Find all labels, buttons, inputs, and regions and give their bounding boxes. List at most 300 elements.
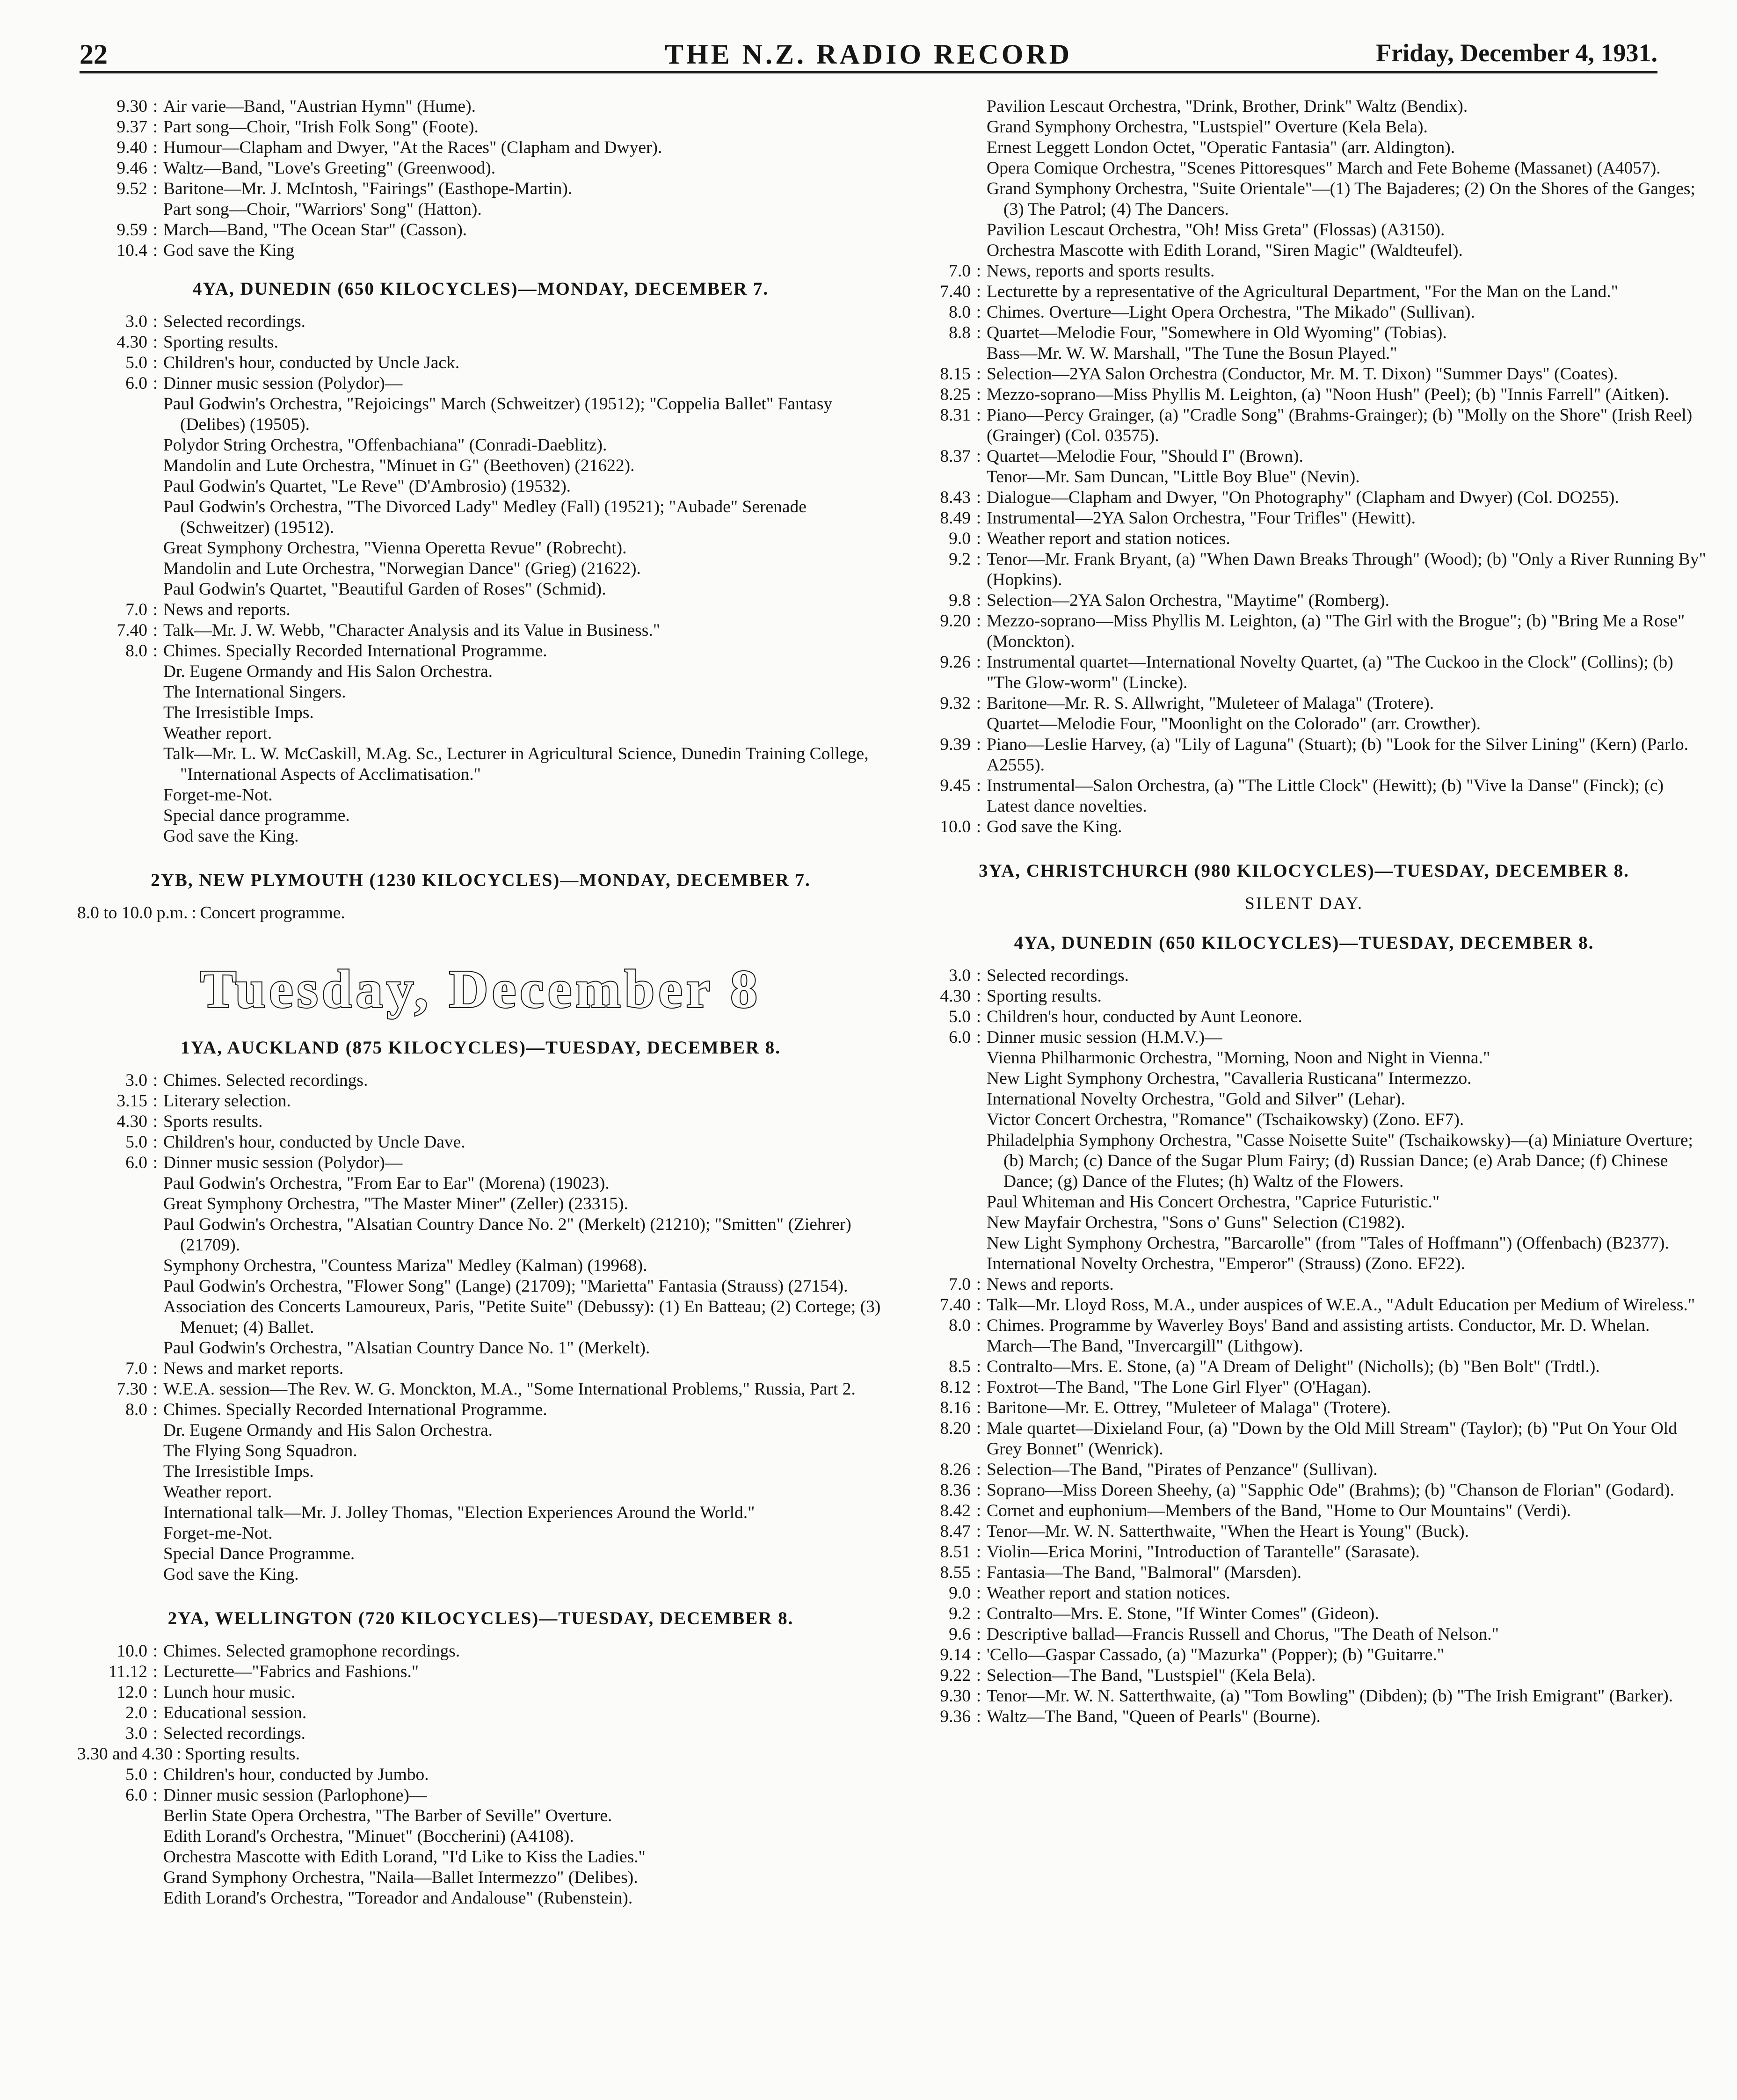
entry-subitem: Association des Concerts Lamoureux, Paris, "Petite Suite" (Debussy): (1) En Batteau; (2) Cortege; (3) Menuet; (4) Ballet. [163, 1297, 881, 1337]
entry-body [163, 1703, 884, 1723]
entry-time: 7.30 [116, 1380, 147, 1399]
entry-subitem: Paul Whiteman and His Concert Orchestra, "Caprice Futuristic." [987, 1192, 1440, 1212]
schedule-entry [77, 96, 884, 117]
issue-date: Friday, December 4, 1931. [1376, 39, 1657, 67]
entry-body [163, 117, 884, 138]
station-heading-3ya-tuesday: 3YA, CHRISTCHURCH (980 KILOCYCLES)—TUESDAY, DECEMBER 8. [979, 861, 1629, 881]
entry-text: Mezzo-soprano—Miss Phyllis M. Leighton, (a) "Noon Hush" (Peel); (b) "Innis Farrell" (Aitken). [987, 385, 1669, 404]
entry-body [163, 220, 884, 240]
entry-text: Foxtrot—The Band, "The Lone Girl Flyer" (O'Hagan). [987, 1378, 1372, 1397]
entry-body [163, 1070, 884, 1091]
schedule-entry [901, 1460, 1708, 1480]
schedule-entry [901, 1357, 1708, 1377]
continuation-line: Pavilion Lescaut Orchestra, "Oh! Miss Greta" (Flossas) (A3150). [987, 220, 1445, 240]
schedule-entry [901, 1583, 1708, 1604]
entry-subitem: March—The Band, "Invercargill" (Lithgow). [987, 1337, 1303, 1356]
entry-subitem: Part song—Choir, "Warriors' Song" (Hatton). [163, 200, 482, 219]
entry-body [987, 364, 1708, 385]
schedule-entry [901, 1686, 1708, 1707]
entry-subitem: Paul Godwin's Orchestra, "From Ear to Ear" (Morena) (19023). [163, 1174, 610, 1193]
entry-time: 9.0 [949, 1584, 971, 1603]
entry-time: 8.47 [940, 1522, 971, 1541]
entry-text: Selected recordings. [987, 966, 1129, 985]
schedule-entry [901, 1707, 1708, 1727]
schedule-entry [77, 1682, 884, 1703]
schedule-entry [77, 1091, 884, 1112]
entry-subitem: International Novelty Orchestra, "Emperor" (Strauss) (Zono. EF22). [987, 1254, 1466, 1273]
entry-text: Baritone—Mr. R. S. Allwright, "Muleteer of Malaga" (Trotere). [987, 694, 1434, 713]
entry-subitem: Dr. Eugene Ormandy and His Salon Orchestra. [163, 1421, 493, 1440]
entry-body [987, 1521, 1708, 1542]
entry-time: 9.37 [116, 117, 147, 137]
entry-body [163, 240, 884, 261]
entry-body [987, 1604, 1708, 1624]
entry-body [987, 966, 1708, 986]
entry-time: 3.0 [125, 312, 147, 331]
entry-body [163, 1379, 884, 1400]
time-separator: : [976, 385, 981, 404]
entry-text: Chimes. Specially Recorded International Programme. [163, 641, 547, 661]
entry-text: Quartet—Melodie Four, "Should I" (Brown). [987, 447, 1303, 466]
entry-text: Fantasia—The Band, "Balmoral" (Marsden). [987, 1563, 1302, 1582]
entry-text: Weather report and station notices. [987, 529, 1230, 548]
time-separator: : [153, 97, 158, 116]
entry-body [163, 312, 884, 332]
entry-time: 5.0 [125, 353, 147, 372]
time-separator: : [153, 1071, 158, 1090]
entry-time: 2.0 [125, 1703, 147, 1722]
time-separator: : [153, 1786, 158, 1805]
entry-time: 4.30 [116, 333, 147, 352]
entry-subitem: Grand Symphony Orchestra, "Naila—Ballet Intermezzo" (Delibes). [163, 1868, 638, 1887]
entry-time: 8.36 [940, 1481, 971, 1500]
entry-text: Chimes. Selected recordings. [163, 1071, 368, 1090]
entry-time: 7.0 [949, 262, 971, 281]
schedule-entry [901, 446, 1708, 487]
entry-text: Violin—Erica Morini, "Introduction of Tarantelle" (Sarasate). [987, 1542, 1420, 1562]
entry-body [987, 1007, 1708, 1027]
schedule-entry [901, 1027, 1708, 1274]
entry-text: Selection—2YA Salon Orchestra, "Maytime" (Romberg). [987, 591, 1390, 610]
entry-text: Selection—The Band, "Lustspiel" (Kela Bela). [987, 1666, 1316, 1685]
station-heading-2yb-monday: 2YB, NEW PLYMOUTH (1230 KILOCYCLES)—MONDAY, DECEMBER 7. [151, 870, 811, 890]
entry-subitem: New Light Symphony Orchestra, "Cavalleria Rusticana" Intermezzo. [987, 1069, 1472, 1088]
entry-time: 8.5 [949, 1357, 971, 1376]
entry-body [987, 1583, 1708, 1604]
entry-body [987, 652, 1708, 693]
entry-time: 4.30 [940, 987, 971, 1006]
continuation-line: Grand Symphony Orchestra, "Lustspiel" Overture (Kela Bela). [987, 117, 1428, 137]
entry-text: Chimes. Specially Recorded International Programme. [163, 1400, 547, 1419]
schedule-entry [77, 353, 884, 373]
time-separator: : [153, 600, 158, 619]
entry-text: Chimes. Selected gramophone recordings. [163, 1642, 460, 1661]
schedule-entry [901, 693, 1708, 734]
entry-text: News and reports. [987, 1275, 1114, 1294]
entry-text: Chimes. Overture—Light Opera Orchestra, "The Mikado" (Sullivan). [987, 303, 1475, 322]
entry-subitem: Weather report. [163, 1482, 272, 1502]
time-separator: : [976, 817, 981, 836]
entry-time: 8.0 [949, 303, 971, 322]
schedule-entry [77, 1703, 884, 1723]
schedule-entry [901, 508, 1708, 529]
entry-body [987, 1480, 1708, 1501]
entry-time: 8.0 [125, 1400, 147, 1419]
entry-text: Concert programme. [200, 903, 345, 923]
time-separator: : [153, 1359, 158, 1378]
entry-text: Instrumental—Salon Orchestra, (a) "The Little Clock" (Hewitt); (b) "Vive la Danse" (Finck); (c) Latest dance novelties. [987, 776, 1664, 816]
schedule-entry [77, 620, 884, 641]
entry-text: Quartet—Melodie Four, "Somewhere in Old Wyoming" (Tobias). [987, 323, 1447, 342]
entry-time: 8.26 [940, 1460, 971, 1479]
schedule-entry [901, 282, 1708, 302]
entry-body [987, 1686, 1708, 1707]
schedule-entry [77, 600, 884, 620]
entry-body [987, 529, 1708, 549]
entry-body [987, 1707, 1708, 1727]
time-separator: : [976, 550, 981, 569]
time-separator: : [976, 303, 981, 322]
time-separator: : [976, 1542, 981, 1562]
entry-time: 8.25 [940, 385, 971, 404]
entry-body [987, 261, 1708, 282]
programme-continuation [77, 96, 884, 261]
entry-text: Part song—Choir, "Irish Folk Song" (Foote). [163, 117, 479, 137]
entry-text: Lecturette by a representative of the Agricultural Department, "For the Man on the Land." [987, 282, 1618, 301]
entry-subitem: Great Symphony Orchestra, "The Master Miner" (Zeller) (23315). [163, 1194, 628, 1213]
time-separator: : [976, 987, 981, 1006]
entry-body [163, 1359, 884, 1379]
time-separator: : [153, 220, 158, 240]
entry-text: God save the King [163, 241, 295, 260]
time-separator: : [153, 621, 158, 640]
entry-text: Dinner music session (H.M.V.)— [987, 1028, 1222, 1047]
entry-time: 3.0 [125, 1724, 147, 1743]
time-separator: : [976, 653, 981, 672]
entry-time: 8.42 [940, 1501, 971, 1520]
entry-body [987, 1357, 1708, 1377]
entry-body [987, 487, 1708, 508]
entry-time: 9.52 [116, 179, 147, 198]
time-separator: : [976, 776, 981, 795]
entry-subitem: God save the King. [163, 827, 299, 846]
entry-time: 6.0 [125, 1786, 147, 1805]
dinner-music-continuation [901, 96, 1708, 261]
schedule-entry [901, 1521, 1708, 1542]
time-separator: : [976, 1666, 981, 1685]
entry-subitem: The Irresistible Imps. [163, 1462, 314, 1481]
entry-text: Male quartet—Dixieland Four, (a) "Down by the Old Mill Stream" (Taylor); (b) "Put On Your Old Grey Bonnet" (Wenrick). [987, 1419, 1677, 1459]
entry-time: 9.36 [940, 1707, 971, 1726]
time-separator: : [976, 364, 981, 384]
schedule-entry [901, 261, 1708, 282]
time-separator: : [976, 966, 981, 985]
schedule-entry [901, 405, 1708, 446]
entry-body [987, 323, 1708, 364]
entry-time: 9.2 [949, 1604, 971, 1623]
entry-subitem: Mandolin and Lute Orchestra, "Minuet in G" (Beethoven) (21622). [163, 456, 635, 475]
station-schedule-2ya-tuesday-evening [901, 261, 1708, 837]
time-separator: : [153, 374, 158, 393]
entry-time: 3.30 and 4.30 [77, 1744, 173, 1764]
continuation-line: Opera Comique Orchestra, "Scenes Pittoresques" March and Fete Boheme (Massanet) (A4057). [987, 159, 1661, 178]
schedule-entry [901, 302, 1708, 323]
entry-time: 8.51 [940, 1542, 971, 1562]
time-separator: : [976, 1563, 981, 1582]
entry-body [987, 1665, 1708, 1686]
entry-text: News and reports. [163, 600, 291, 619]
entry-text: News and market reports. [163, 1359, 344, 1378]
entry-body [163, 1112, 884, 1132]
time-separator: : [976, 735, 981, 754]
time-separator: : [976, 1316, 981, 1335]
entry-text: Literary selection. [163, 1091, 291, 1111]
schedule-entry [77, 158, 884, 179]
entry-subitem: Paul Godwin's Orchestra, "Rejoicings" March (Schweitzer) (19512); "Coppelia Ballet" Fantasy (Delibes) (19505). [163, 394, 833, 434]
entry-text: Contralto—Mrs. E. Stone, "If Winter Comes" (Gideon). [987, 1604, 1379, 1623]
time-separator: : [976, 591, 981, 610]
schedule-entry [77, 1400, 884, 1585]
entry-body [163, 96, 884, 117]
time-separator: : [976, 1398, 981, 1417]
entry-body [163, 1785, 884, 1909]
entry-text: Children's hour, conducted by Uncle Dave. [163, 1133, 465, 1152]
schedule-entry [77, 373, 884, 600]
schedule-entry [901, 817, 1708, 837]
entry-time: 7.40 [940, 1295, 971, 1315]
entry-body [163, 1723, 884, 1744]
entry-time: 9.32 [940, 694, 971, 713]
entry-text: Waltz—Band, "Love's Greeting" (Greenwood). [163, 159, 496, 178]
time-separator: : [976, 509, 981, 528]
schedule-entry [901, 364, 1708, 385]
entry-time: 9.2 [949, 550, 971, 569]
schedule-entry [77, 641, 884, 847]
entry-subitem: Special Dance Programme. [163, 1544, 355, 1563]
time-separator: : [153, 312, 158, 331]
time-separator: : [976, 1007, 981, 1026]
entry-text: Tenor—Mr. Frank Bryant, (a) "When Dawn Breaks Through" (Wood); (b) "Only a River Running By" (Hopkins). [987, 550, 1706, 589]
entry-time: 9.59 [116, 220, 147, 240]
schedule-entry [77, 1070, 884, 1091]
entry-time: 9.30 [940, 1686, 971, 1706]
time-separator: : [153, 1400, 158, 1419]
time-separator: : [153, 159, 158, 178]
schedule-entry [901, 487, 1708, 508]
entry-text: Mezzo-soprano—Miss Phyllis M. Leighton, (a) "The Girl with the Brogue"; (b) "Bring Me a Rose" (Monckton). [987, 611, 1685, 651]
entry-subitem: New Light Symphony Orchestra, "Barcarolle" (from "Tales of Hoffmann") (Offenbach) (B2377). [987, 1234, 1669, 1253]
schedule-entry [77, 220, 884, 240]
time-separator: : [976, 1295, 981, 1315]
time-separator: : [153, 1724, 158, 1743]
time-separator: : [976, 262, 981, 281]
schedule-entry [77, 117, 884, 138]
station-schedule-2ya-tuesday [77, 1641, 884, 1909]
schedule-entry [77, 1641, 884, 1662]
schedule-entry [901, 323, 1708, 364]
time-separator: : [976, 1645, 981, 1664]
page-number: 22 [80, 39, 108, 70]
entry-time: 10.0 [940, 817, 971, 836]
schedule-entry [901, 1315, 1708, 1357]
time-separator: : [153, 1091, 158, 1111]
entry-time: 9.8 [949, 591, 971, 610]
entry-subitem: Edith Lorand's Orchestra, "Toreador and Andalouse" (Rubenstein). [163, 1889, 633, 1908]
entry-subitem: Bass—Mr. W. W. Marshall, "The Tune the Bosun Played." [987, 344, 1397, 363]
entry-time: 6.0 [949, 1028, 971, 1047]
right-column [901, 96, 1708, 1727]
entry-body [987, 1315, 1708, 1357]
schedule-entry [77, 1744, 884, 1765]
entry-text: Instrumental—2YA Salon Orchestra, "Four Trifles" (Hewitt). [987, 509, 1416, 528]
entry-subitem: Edith Lorand's Orchestra, "Minuet" (Boccherini) (A4108). [163, 1827, 574, 1846]
entry-time: 9.0 [949, 529, 971, 548]
entry-text: Sports results. [163, 1112, 263, 1131]
entry-time: 9.30 [116, 97, 147, 116]
entry-text: Soprano—Miss Doreen Sheehy, (a) "Sapphic Ode" (Brahms); (b) "Chanson de Florian" (Godard). [987, 1481, 1674, 1500]
schedule-entry [901, 1624, 1708, 1645]
entry-subitem: Paul Godwin's Orchestra, "The Divorced Lady" Medley (Fall) (19521); "Aubade" Serenade (Schweitzer) (19512). [163, 497, 807, 537]
time-separator: : [153, 1765, 158, 1784]
entry-body [163, 1682, 884, 1703]
entry-time: 9.46 [116, 159, 147, 178]
entry-body [163, 1132, 884, 1153]
station-heading-4ya-monday: 4YA, DUNEDIN (650 KILOCYCLES)—MONDAY, DECEMBER 7. [192, 279, 769, 299]
entry-body [163, 1091, 884, 1112]
schedule-entry [901, 529, 1708, 549]
schedule-entry [901, 966, 1708, 986]
schedule-entry [901, 1604, 1708, 1624]
time-separator: : [153, 1683, 158, 1702]
entry-subitem: Talk—Mr. L. W. McCaskill, M.Ag. Sc., Lecturer in Agricultural Science, Dunedin Training College, "International Aspects of Acclimatisation." [163, 744, 869, 784]
entry-time: 8.15 [940, 364, 971, 384]
time-separator: : [153, 138, 158, 157]
entry-body [987, 611, 1708, 652]
entry-subitem: Paul Godwin's Orchestra, "Flower Song" (Lange) (21709); "Marietta" Fantasia (Strauss) (27154). [163, 1277, 848, 1296]
entry-text: Lunch hour music. [163, 1683, 296, 1702]
entry-body [987, 817, 1708, 837]
time-separator: : [153, 641, 158, 661]
entry-text: Dinner music session (Polydor)— [163, 374, 403, 393]
entry-body [987, 302, 1708, 323]
schedule-entry [901, 549, 1708, 590]
entry-subitem: God save the King. [163, 1565, 299, 1584]
schedule-entry [77, 1662, 884, 1682]
time-separator: : [976, 1275, 981, 1294]
schedule-entry [901, 1542, 1708, 1562]
entry-text: March—Band, "The Ocean Star" (Casson). [163, 220, 467, 240]
entry-text: Baritone—Mr. J. McIntosh, "Fairings" (Easthope-Martin). [163, 179, 573, 198]
entry-time: 7.0 [125, 1359, 147, 1378]
time-separator: : [976, 488, 981, 507]
entry-body [163, 1662, 884, 1682]
entry-text: Cornet and euphonium—Members of the Band, "Home to Our Mountains" (Verdi). [987, 1501, 1571, 1520]
entry-time: 3.0 [949, 966, 971, 985]
continuation-line: Pavilion Lescaut Orchestra, "Drink, Brother, Drink" Waltz (Bendix). [987, 97, 1468, 116]
entry-text: Dinner music session (Parlophone)— [163, 1786, 427, 1805]
schedule-entry [901, 986, 1708, 1007]
time-separator: : [976, 1584, 981, 1603]
entry-time: 9.20 [940, 611, 971, 631]
entry-subitem: New Mayfair Orchestra, "Sons o' Guns" Selection (C1982). [987, 1213, 1405, 1232]
schedule-entry [901, 1295, 1708, 1315]
entry-body [163, 1641, 884, 1662]
entry-time: 12.0 [116, 1683, 147, 1702]
entry-body [987, 282, 1708, 302]
entry-text: Selected recordings. [163, 1724, 306, 1743]
entry-time: 11.12 [109, 1662, 147, 1681]
entry-text: God save the King. [987, 817, 1122, 836]
entry-text: Sporting results. [987, 987, 1102, 1006]
continuation-line: Orchestra Mascotte with Edith Lorand, "Siren Magic" (Waldteufel). [987, 241, 1463, 260]
schedule-entry [901, 1418, 1708, 1460]
schedule-entry [77, 1153, 884, 1359]
time-separator: : [153, 1133, 158, 1152]
entry-body [185, 1744, 884, 1765]
page-header [80, 38, 1657, 73]
entry-time: 9.45 [940, 776, 971, 795]
entry-subitem: Dr. Eugene Ormandy and His Salon Orchestra. [163, 662, 493, 681]
schedule-entry [77, 1723, 884, 1744]
entry-time: 9.39 [940, 735, 971, 754]
entry-time: 5.0 [125, 1133, 147, 1152]
entry-text: Air varie—Band, "Austrian Hymn" (Hume). [163, 97, 476, 116]
entry-body [987, 1562, 1708, 1583]
entry-time: 8.8 [949, 323, 971, 342]
schedule-entry [77, 179, 884, 220]
entry-subitem: The Flying Song Squadron. [163, 1441, 357, 1461]
entry-text: Talk—Mr. Lloyd Ross, M.A., under auspices of W.E.A., "Adult Education per Medium of Wireless." [987, 1295, 1695, 1315]
entry-text: Instrumental quartet—International Novelty Quartet, (a) "The Cuckoo in the Clock" (Collins); (b) "The Glow-worm" (Lincke). [987, 653, 1673, 692]
time-separator: : [976, 694, 981, 713]
entry-subitem: Special dance programme. [163, 806, 350, 825]
station-heading-2ya-tuesday: 2YA, WELLINGTON (720 KILOCYCLES)—TUESDAY, DECEMBER 8. [167, 1608, 794, 1628]
time-separator: : [153, 1380, 158, 1399]
entry-body [163, 1400, 884, 1585]
time-separator: : [191, 903, 196, 923]
entry-body [987, 986, 1708, 1007]
time-separator: : [153, 179, 158, 198]
entry-body [987, 1542, 1708, 1562]
schedule-entry [77, 312, 884, 332]
entry-subitem: Paul Godwin's Quartet, "Le Reve" (D'Ambrosio) (19532). [163, 477, 571, 496]
entry-subitem: Vienna Philharmonic Orchestra, "Morning, Noon and Night in Vienna." [987, 1048, 1490, 1068]
entry-subitem: Mandolin and Lute Orchestra, "Norwegian Dance" (Grieg) (21622). [163, 559, 641, 578]
entry-body [163, 1765, 884, 1785]
silent-day-note: SILENT DAY. [1244, 894, 1364, 913]
entry-text: 'Cello—Gaspar Cassado, (a) "Mazurka" (Popper); (b) "Guitarre." [987, 1645, 1445, 1664]
entry-text: News, reports and sports results. [987, 262, 1215, 281]
entry-time: 8.31 [940, 406, 971, 425]
entry-body [987, 549, 1708, 590]
time-separator: : [153, 333, 158, 352]
station-schedule-4ya-tuesday [901, 966, 1708, 1727]
schedule-entry [77, 138, 884, 158]
entry-subitem: Forget-me-Not. [163, 1524, 273, 1543]
entry-body [163, 332, 884, 353]
entry-subitem: Great Symphony Orchestra, "Vienna Operetta Revue" (Robrecht). [163, 538, 627, 558]
entry-time: 7.40 [940, 282, 971, 301]
entry-subitem: Symphony Orchestra, "Countess Mariza" Medley (Kalman) (19968). [163, 1256, 647, 1275]
time-separator: : [976, 529, 981, 548]
time-separator: : [153, 1642, 158, 1661]
entry-subitem: Paul Godwin's Quartet, "Beautiful Garden of Roses" (Schmid). [163, 580, 606, 599]
entry-subitem: Quartet—Melodie Four, "Moonlight on the Colorado" (arr. Crowther). [987, 714, 1481, 734]
entry-subitem: Forget-me-Not. [163, 785, 273, 805]
time-separator: : [976, 447, 981, 466]
entry-body [987, 776, 1708, 817]
station-schedule-1ya-tuesday [77, 1070, 884, 1585]
